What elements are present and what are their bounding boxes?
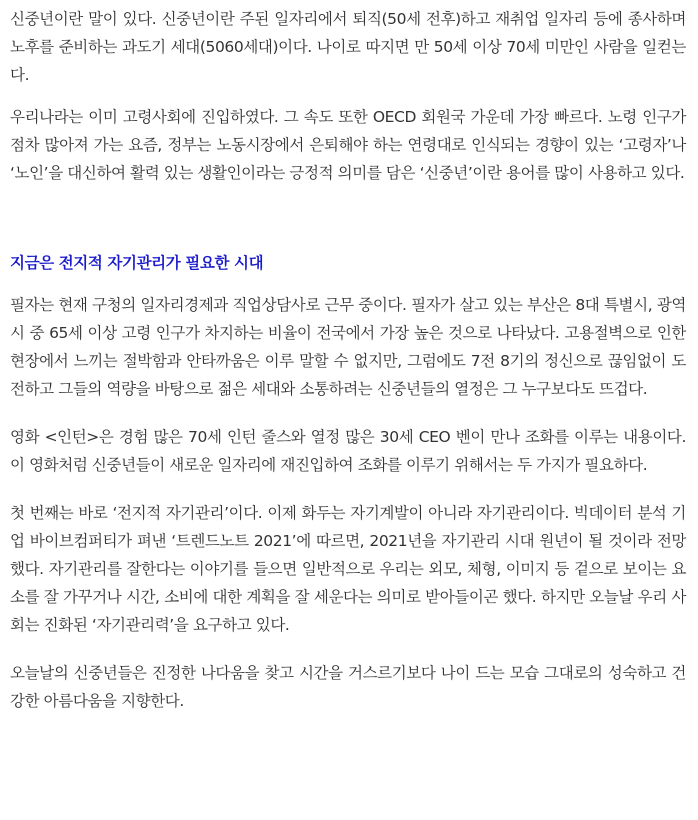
intro-paragraph-2: 우리나라는 이미 고령사회에 진입하였다. 그 속도 또한 OECD 회원국 가운데 가장 빠르다. 노령 인구가 점차 많아져 가는 요즘, 정부는 노동시장에서 은퇴해야 하는 연령대로 인식되는 경향이 있는 ‘고령자’나 ‘노인’을 대신하여 활력 있는 생활인이라는 긍정적 의미를 담은 ‘신중년’이란 용어를 많이 사용하고 있다.: [10, 108, 686, 182]
section-paragraph-2: 영화 <인턴>은 경험 많은 70세 인턴 줄스와 열정 많은 30세 CEO 벤이 만나 조화를 이루는 내용이다. 이 영화처럼 신중년들이 새로운 일자리에 재진입하여 조화를 이루기 위해서는 두 가지가 필요하다.: [10, 428, 686, 474]
section-paragraph-1: 필자는 현재 구청의 일자리경제과 직업상담사로 근무 중이다. 필자가 살고 있는 부산은 8대 특별시, 광역시 중 65세 이상 고령 인구가 차지하는 비율이 전국에서 가장 높은 것으로 나타났다. 고용절벽으로 인한 현장에서 느끼는 절박함과 안타까움은 이루 말할 수 없지만, 그럼에도 7전 8기의 정신으로 끊임없이 도전하고 그들의 역량을 바탕으로 젊은 세대와 소통하려는 신중년들의 열정은 그 누구보다도 뜨겁다.: [10, 296, 686, 398]
section-heading: 지금은 전지적 자기관리가 필요한 시대: [10, 254, 264, 272]
section-paragraph-3: 첫 번째는 바로 ‘전지적 자기관리’이다. 이제 화두는 자기계발이 아니라 자기관리이다. 빅데이터 분석 기업 바이브컴퍼티가 펴낸 ‘트렌드노트 2021’에 따르면, 2021년을 자기관리 시대 원년이 될 것이라 전망했다. 자기관리를 잘한다는 이야기를 들으면 일반적으로 우리는 외모, 체형, 이미지 등 겉으로 보이는 요소를 잘 가꾸거나 시간, 소비에 대한 계획을 잘 세운다는 의미로 받아들이곤 했다. 하지만 오늘날 우리 사회는 진화된 ‘자기관리력’을 요구하고 있다.: [10, 504, 686, 634]
intro-paragraph-1: 신중년이란 말이 있다. 신중년이란 주된 일자리에서 퇴직(50세 전후)하고 재취업 일자리 등에 종사하며 노후를 준비하는 과도기 세대(5060세대)이다. 나이로 따지면 만 50세 이상 70세 미만인 사람을 일컫는다.: [10, 10, 686, 84]
section-paragraph-4: 오늘날의 신중년들은 진정한 나다움을 찾고 시간을 거스르기보다 나이 드는 모습 그대로의 성숙하고 건강한 아름다움을 지향한다.: [10, 664, 686, 710]
